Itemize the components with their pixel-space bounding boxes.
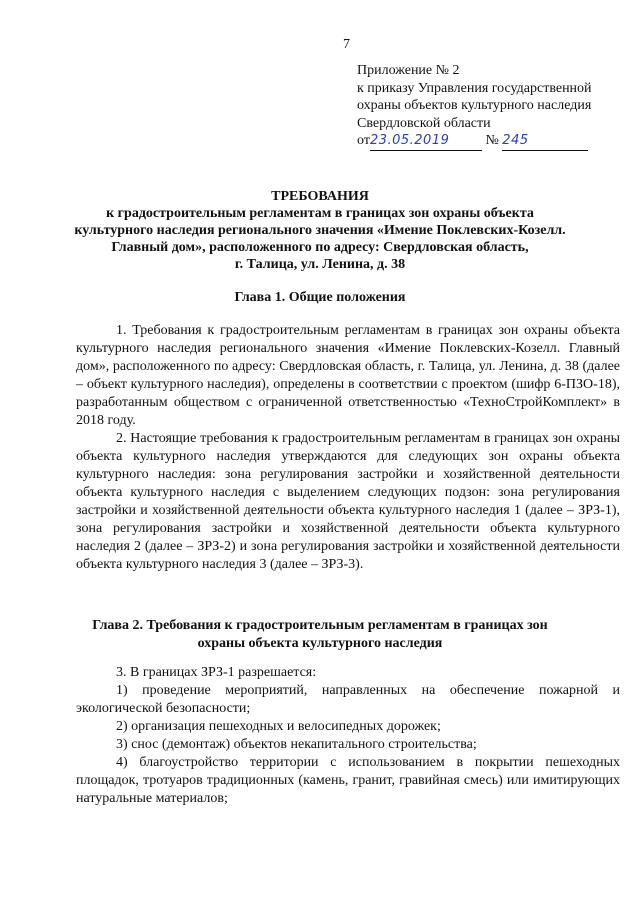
page-number: 7 [343,37,350,52]
list-item-2: 2) организация пешеходных и велосипедных дорожек; [116,719,441,734]
paragraph-2: 2. Настоящие требования к градостроительным регламентам в границах зон охраны объекта культурного наследия утверждаются для следующих зон охраны объекта культурного наследия: зона регулирования застройки и хозяйственной деятельности объекта культурного наследия с выделением следующих подзон: зона регулирования застройки и хозяйственной деятельности объекта культурного наследия 1 (далее – ЗРЗ-1), зона регулирования застройки и хозяйственной деятельности объекта культурного наследия 2 (далее – ЗРЗ-2) и зона регулирования застройки и хозяйственной деятельности объекта культурного наследия 3 (далее – ЗРЗ-3). [76,431,620,572]
appendix-block [357,62,627,151]
list-item-4: 4) благоустройство территории с использованием в покрытии пешеходных площадок, тротуаров традиционных (камень, гранит, гравийная смесь) или имитирующих натуральные материалов; [76,755,620,806]
order-number-field [502,132,588,151]
appendix-line-3: охраны объектов культурного наследия [357,98,592,113]
chapter-1-heading: Глава 1. Общие положения [234,290,406,305]
handwritten-date: 23.05.2019 [369,133,450,148]
list-item-3: 3) снос (демонтаж) объектов некапитального строительства; [116,737,477,752]
title-heading: ТРЕБОВАНИЯ [271,189,369,204]
order-date-field [370,132,482,151]
number-label: № [485,133,499,148]
from-label: от [357,133,370,148]
paragraph-3: 3. В границах ЗРЗ-1 разрешается: [116,665,317,680]
paragraph-1: 1. Требования к градостроительным регламентам в границах зон охраны объекта культурного наследия регионального значения «Имение Поклевских-Козелл. Главный дом», расположенного по адресу: Свердловская область, г. Талица, ул. Ленина, д. 38 (далее – объект культурного наследия), определены в соответствии с проектом (шифр 6-ПЗО-18), разработанным обществом с ограниченной ответственностью «ТехноСтройКомплект» в 2018 году. [76,323,620,428]
appendix-line-4: Свердловской области [357,115,491,131]
chapter-2-heading-line-1: Глава 2. Требования к градостроительным регламентам в границах зон [92,618,548,633]
chapter-2-heading-line-2: охраны объекта культурного наследия [197,635,443,651]
title-line-1: к градостроительным регламентам в границах зон охраны объекта [106,206,534,221]
document-title [70,188,570,273]
list-item-1: 1) проведение мероприятий, направленных на обеспечение пожарной и экологической безопасности; [76,683,620,716]
order-date-line [357,132,627,151]
title-line-4: г. Талица, ул. Ленина, д. 38 [234,257,406,272]
title-line-2: культурного наследия регионального значения «Имение Поклевских-Козелл. [74,223,566,238]
appendix-line-2: к приказу Управления государственной [357,80,592,96]
appendix-line-1: Приложение № 2 [357,63,460,78]
title-line-3: Главный дом», расположенного по адресу: Свердловская область, [111,240,529,255]
handwritten-number: 245 [502,133,529,148]
chapter-2-heading [70,617,570,652]
